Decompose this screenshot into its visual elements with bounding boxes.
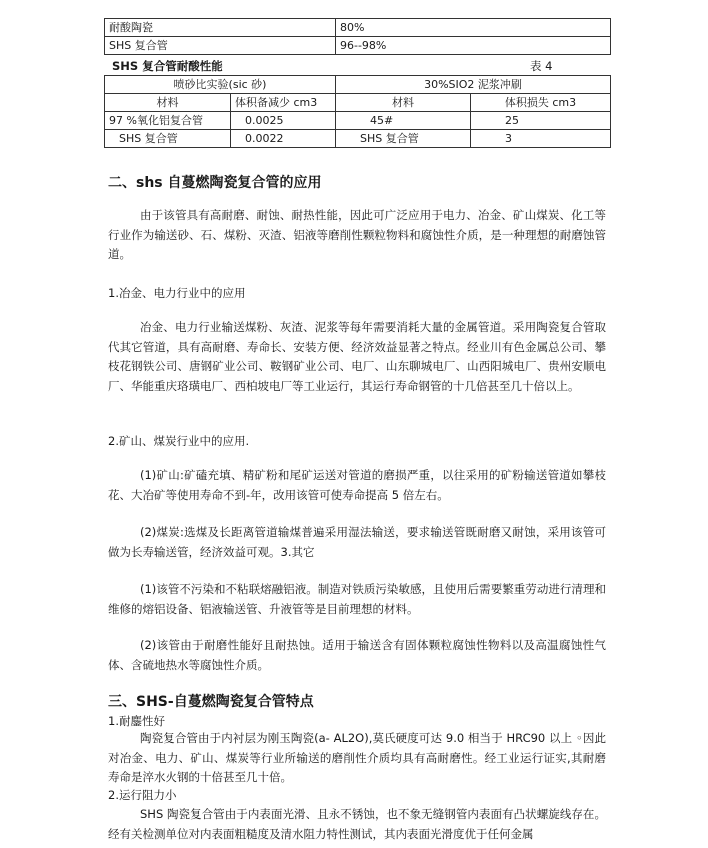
paragraph: 冶金、电力行业输送煤粉、灰渣、泥浆等每年需要消耗大量的金属管道。采用陶瓷复合管取代其它管道，具有高耐磨、寿命长、安装方便、经济效益显著之特点。经业川有色金属总公司、攀枝花钢铁公司、唐钢矿业公司、鞍钢矿业公司、电厂、山东聊城电厂、山西阳城电厂、贵州安顺电厂、华能重庆珞璜电厂、西柏坡电厂等工业运行，其运行寿命钢管的十几倍甚至几十倍以上。 [108,320,606,393]
table-cell: SHS 复合管 [105,37,336,55]
paragraph: SHS 陶瓷复合管由于内表面光滑、且永不锈蚀，也不象无缝钢管内表面有凸状螺旋线存在。经有关检测单位对内表面粗糙度及清水阻力特性测试，其内表面光滑度优于任何金属 [108,807,606,841]
table-cell: 96--98% [336,37,611,55]
table-cell: 80% [336,19,611,37]
group-header-right: 30%SIO2 泥浆冲刷 [336,76,611,94]
paragraph: (1)矿山:矿磕充填、精矿粉和尾矿运送对管道的磨损严重，以往采用的矿粉输送管道如攀枝花、大冶矿等使用寿命不到-年，改用该管可使寿命提高 5 倍左右。 [108,468,606,502]
paragraph: (1)该管不污染和不粘联熔融铝液。制造对铁质污染敏感，且使用后需要繁重劳动进行清理和维修的熔铝设备、铝液输送管、升液管等是目前理想的材料。 [108,582,606,616]
paragraph: 由于该管具有高耐磨、耐蚀、耐热性能，因此可广泛应用于电力、冶金、矿山煤炭、化工等行业作为输送砂、石、煤粉、灭渣、铝液等磨削性颗粒物料和腐蚀性介质，是一种理想的耐磨蚀管道。 [108,208,606,261]
paragraph: (2)煤炭:选煤及长距离管道输煤普遍采用湿法输送，要求输送管既耐磨又耐蚀，采用该管可做为长寿输送管，经济效益可观。3.其它 [108,525,606,559]
subsection-heading: 2.矿山、煤炭行业中的应用. [108,434,250,448]
table-header-row [105,94,611,112]
table-row [105,19,611,37]
table-cell: 耐酸陶瓷 [105,19,336,37]
subsection-heading: 1.耐鏖性好 [108,714,165,728]
section-heading: 二、shs 自蔓燃陶瓷复合管的应用 [108,175,322,191]
table-row [105,37,611,55]
table-cell: 0.0025 [231,112,336,130]
column-header: 体积损失 cm3 [471,94,611,112]
subsection-heading: 2.运行阻力小 [108,788,177,802]
acid-resistance-summary-table [104,18,611,55]
wear-test-table [104,75,611,148]
column-header: 材料 [336,94,471,112]
table-row [105,130,611,148]
table-cell: 0.0022 [231,130,336,148]
group-header-left: 喷砂比实验(sic 砂) [105,76,336,94]
column-header: 材料 [105,94,231,112]
table-number: 表 4 [530,59,553,73]
table-cell: SHS 复合管 [105,130,231,148]
table-cell: 3 [471,130,611,148]
table-row [105,112,611,130]
table-row [105,76,611,94]
table-cell: 97 %氧化铝复合管 [105,112,231,130]
paragraph: (2)该管由于耐磨性能好且耐热蚀。适用于输送含有固体颗粒腐蚀性物料以及高温腐蚀性气体、含硫地热水等腐蚀性介质。 [108,638,606,672]
table-cell: SHS 复合管 [336,130,471,148]
section-heading: 三、SHS-自蔓燃陶瓷复合管特点 [108,694,314,710]
paragraph: 陶瓷复合管由于内衬层为刚玉陶瓷(a- AL2O),莫氏硬度可达 9.0 相当于 HRC90 以上 ◦因此对冶金、电力、矿山、煤炭等行业所输送的磨削性介质均具有高耐磨性。经工业运行证实,其耐磨寿命是淬水火钢的十倍甚至几十倍。 [108,731,606,784]
column-header: 体积备减少 cm3 [231,94,336,112]
table-cell: 25 [471,112,611,130]
subsection-heading: 1.冶金、电力行业中的应用 [108,286,246,300]
table-cell: 45# [336,112,471,130]
table-caption: SHS 复合管耐酸性能 [112,59,223,73]
